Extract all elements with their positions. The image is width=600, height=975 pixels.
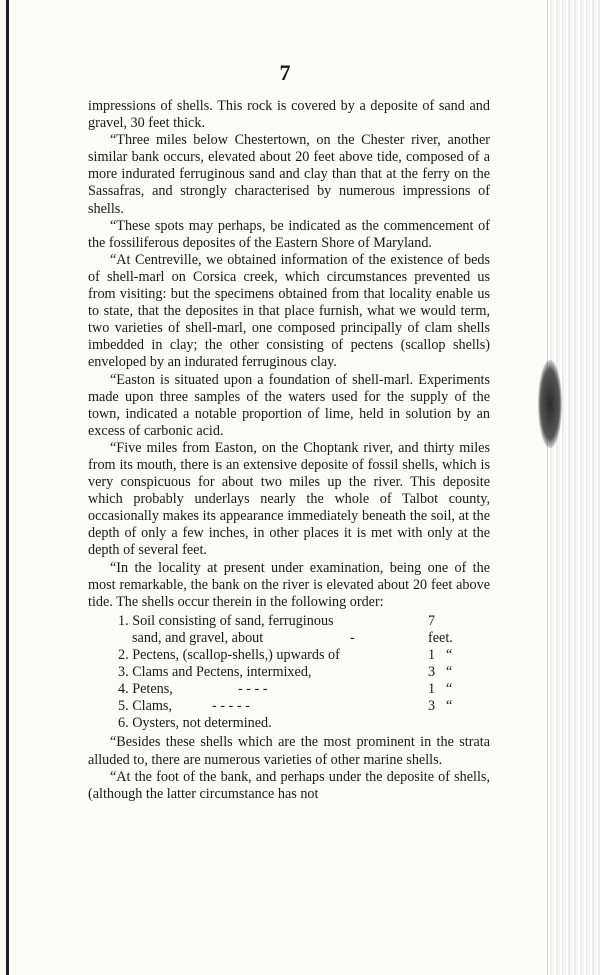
strata-label: 5. Clams, bbox=[118, 698, 172, 715]
paragraph: “Three miles below Chestertown, on the Chester river, another similar bank occurs, elevated about 20 feet above tide, composed of a more indurated ferruginous sand and clay than that at the ferry on the Sassafras, and strongly characterised by numerous impressions of shells. bbox=[88, 132, 490, 217]
strata-dashes: - - - - bbox=[238, 681, 268, 698]
paragraph: “At the foot of the bank, and perhaps under the deposite of shells, (although the latter circumstance has not bbox=[88, 768, 490, 802]
strata-dashes: - - - - - bbox=[212, 698, 250, 715]
paragraph: “Five miles from Easton, on the Choptank river, and thirty miles from its mouth, there is an extensive deposite of fossil shells, which is very conspicuous for about two miles up the river. This deposite which probably underlays nearly the whole of Talbot county, occasionally makes its appearance immediately beneath the soil, at the depth of only a few inches, in other places it is met with only at the depth of several feet. bbox=[88, 439, 490, 559]
paragraph: “At Centreville, we obtained information of the existence of beds of shell-marl on Corsica creek, which circumstances prevented us from visiting: but the specimens obtained from that locality enable us to state, that the deposites in that place furnish, what we would term, two varieties of shell-marl, one composed principally of clam shells imbedded in clay; the other consisting of pectens (scallop shells) enveloped by an indurated ferruginous clay. bbox=[88, 251, 490, 371]
binding-edge-line bbox=[6, 0, 9, 975]
strata-line-1: 1. Soil consisting of sand, ferruginous bbox=[118, 612, 334, 629]
strata-item bbox=[88, 681, 490, 698]
strata-item bbox=[88, 647, 490, 664]
body-text bbox=[88, 98, 490, 803]
strata-label: 2. Pectens, (scallop-shells,) upwards of bbox=[118, 647, 340, 663]
paragraph: “Besides these shells which are the most prominent in the strata alluded to, there are numerous varieties of other marine shells. bbox=[88, 734, 490, 768]
paragraph: impressions of shells. This rock is covered by a deposite of sand and gravel, 30 feet thick. bbox=[88, 98, 490, 132]
strata-list bbox=[88, 613, 490, 733]
strata-value: 1 “ bbox=[428, 681, 453, 698]
strata-item bbox=[88, 715, 490, 732]
strata-value: 1 “ bbox=[428, 647, 453, 663]
strata-line-2: sand, and gravel, about bbox=[132, 629, 264, 646]
page-number: 7 bbox=[279, 60, 291, 85]
page-edge-strip bbox=[547, 0, 600, 975]
strata-value: 7 feet. bbox=[428, 612, 453, 646]
paragraph: “Easton is situated upon a foundation of shell-marl. Experiments made upon three samples of the waters used for the supply of the town, indicated a notable proportion of lime, held in solution by an excess of carbonic acid. bbox=[88, 371, 490, 439]
binding-shadow-mark bbox=[538, 360, 562, 448]
strata-item bbox=[88, 698, 490, 715]
strata-value: 3 “ bbox=[428, 698, 453, 715]
strata-label: 3. Clams and Pectens, intermixed, bbox=[118, 664, 312, 681]
paragraph: “These spots may perhaps, be indicated as the commencement of the fossiliferous deposites of the Eastern Shore of Maryland. bbox=[88, 217, 490, 251]
paragraph: “In the locality at present under examination, being one of the most remarkable, the bank on the river is elevated about 20 feet above tide. The shells occur therein in the following order: bbox=[88, 559, 490, 610]
strata-label: 4. Petens, bbox=[118, 681, 173, 698]
strata-label: 6. Oysters, not determined. bbox=[118, 715, 272, 732]
strata-value: 3 “ bbox=[428, 664, 453, 681]
strata-item bbox=[88, 613, 490, 647]
strata-item bbox=[88, 664, 490, 681]
strata-dashes: - bbox=[350, 629, 355, 646]
